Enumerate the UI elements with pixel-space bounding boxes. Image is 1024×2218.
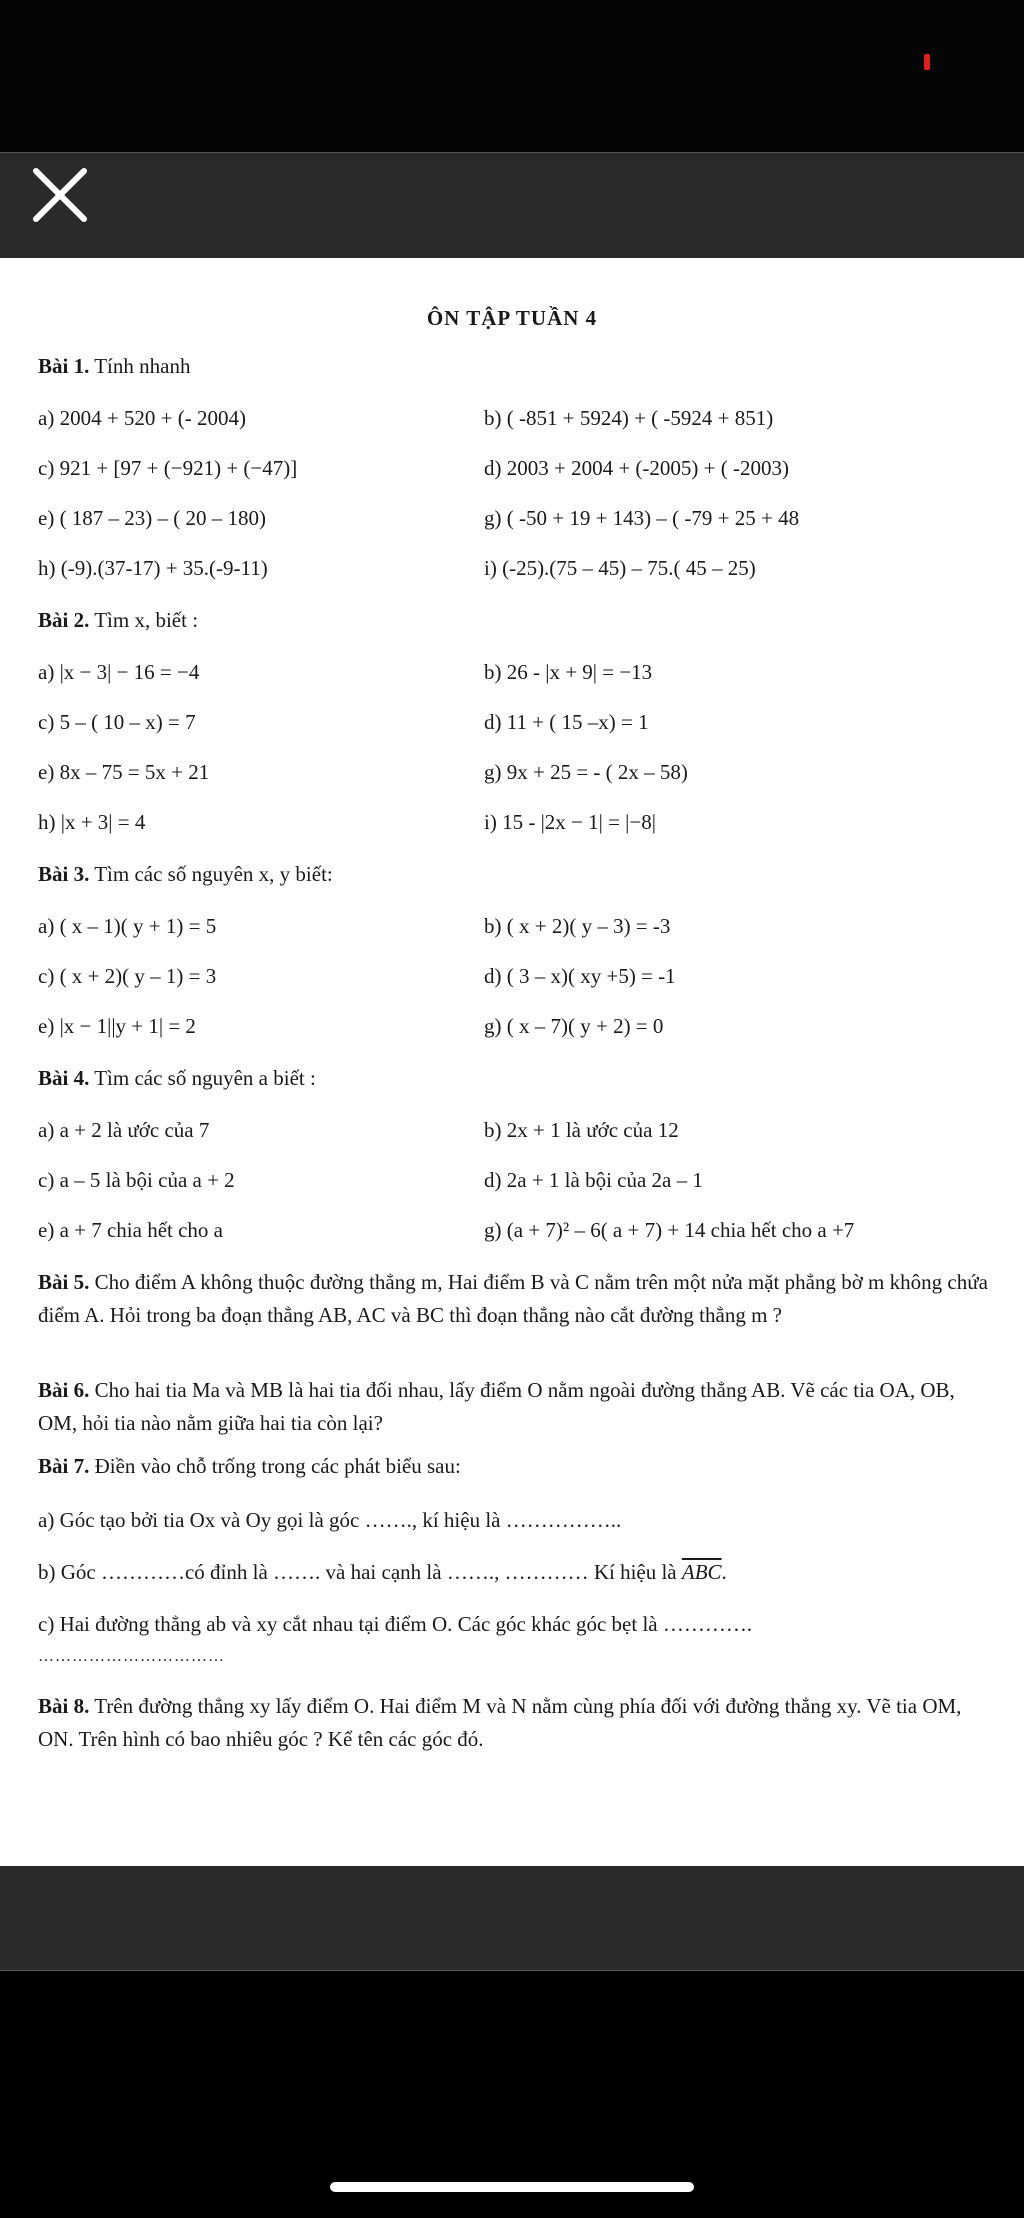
exercise-3-d: d) ( 3 – x)( xy +5) = -1 [484, 964, 676, 988]
exercise-4-heading: Bài 4. Tìm các số nguyên a biết : [38, 1066, 316, 1090]
exercise-4-g: g) (a + 7)² – 6( a + 7) + 14 chia hết cho a +7 [484, 1218, 855, 1242]
exercise-4-e: e) a + 7 chia hết cho a [38, 1218, 224, 1242]
exercise-3-a: a) ( x – 1)( y + 1) = 5 [38, 914, 217, 938]
exercise-4-a: a) a + 2 là ước của 7 [38, 1118, 210, 1142]
exercise-2-i: i) 15 - |2x − 1| = |−8| [484, 810, 656, 834]
exercise-7-b: b) Góc …………có đỉnh là ……. và hai cạnh là ……., ………… Kí hiệu là $\overline{ABC}$. [38, 1560, 727, 1584]
exercise-1-h: h) (-9).(37-17) + 35.(-9-11) [38, 556, 268, 580]
exercise-7-c-blank: …………………………… [38, 1648, 225, 1665]
close-icon [28, 163, 92, 227]
page-title: ÔN TẬP TUẦN 4 [426, 306, 598, 330]
close-button[interactable] [28, 163, 92, 227]
exercise-5: Bài 5. Cho điểm A không thuộc đường thẳng m, Hai điểm B và C nằm trên một nửa mặt phẳng bờ m không chứa điểm A. Hỏi trong ba đoạn thẳng AB, AC và BC thì đoạn thẳng nào cắt đường thẳng m ? [38, 1270, 988, 1327]
exercise-7-c: c) Hai đường thẳng ab và xy cắt nhau tại điểm O. Các góc khác góc bẹt là …………. [38, 1612, 753, 1636]
exercise-2-a: a) |x − 3| − 16 = −4 [38, 660, 200, 684]
viewer-toolbar [0, 152, 1024, 259]
exercise-4-c: c) a – 5 là bội của a + 2 [38, 1168, 235, 1192]
exercise-1-e: e) ( 187 – 23) – ( 20 – 180) [38, 506, 267, 530]
exercise-2-d: d) 11 + ( 15 –x) = 1 [484, 710, 649, 734]
exercise-6: Bài 6. Cho hai tia Ma và MB là hai tia đối nhau, lấy điểm O nằm ngoài đường thẳng AB. Vẽ các tia OA, OB, OM, hỏi tia nào nằm giữa hai tia còn lại? [38, 1378, 955, 1435]
home-indicator[interactable] [330, 2182, 694, 2192]
exercise-4-d: d) 2a + 1 là bội của 2a – 1 [484, 1168, 703, 1192]
exercise-1-g: g) ( -50 + 19 + 143) – ( -79 + 25 + 48 [484, 506, 800, 530]
exercise-2-heading: Bài 2. Tìm x, biết : [38, 608, 199, 632]
exercise-7-a: a) Góc tạo bởi tia Ox và Oy gọi là góc ……., kí hiệu là …………….. [38, 1508, 622, 1532]
exercise-1-i: i) (-25).(75 – 45) – 75.( 45 – 25) [484, 556, 756, 580]
exercise-1-d: d) 2003 + 2004 + (-2005) + ( -2003) [484, 456, 789, 480]
exercise-3-heading: Bài 3. Tìm các số nguyên x, y biết: [38, 862, 333, 886]
status-bar [0, 0, 1024, 152]
exercise-7-heading: Bài 7. Điền vào chỗ trống trong các phát biểu sau: [38, 1454, 461, 1478]
angle-symbol: $\overline{ABC}$ [681, 1560, 722, 1584]
exercise-2-h: h) |x + 3| = 4 [38, 810, 146, 834]
exercise-1-c: c) 921 + [97 + (−921) + (−47)] [38, 456, 298, 480]
exercise-4-b: b) 2x + 1 là ước của 12 [484, 1118, 679, 1142]
exercise-3-b: b) ( x + 2)( y – 3) = -3 [484, 914, 671, 938]
exercise-1-heading: Bài 1. Tính nhanh [38, 354, 191, 378]
exercise-8: Bài 8. Trên đường thẳng xy lấy điểm O. Hai điểm M và N nằm cùng phía đối với đường thẳng xy. Vẽ tia OM, ON. Trên hình có bao nhiêu góc ? Kể tên các góc đó. [38, 1694, 962, 1751]
recording-indicator [924, 54, 930, 70]
viewer-bottom-bar [0, 1866, 1024, 1971]
exercise-1-a: a) 2004 + 520 + (- 2004) [38, 406, 246, 430]
exercise-2-c: c) 5 – ( 10 – x) = 7 [38, 710, 196, 734]
exercise-1-b: b) ( -851 + 5924) + ( -5924 + 851) [484, 406, 774, 430]
exercise-2-e: e) 8x – 75 = 5x + 21 [38, 760, 210, 784]
exercise-3-g: g) ( x – 7)( y + 2) = 0 [484, 1014, 664, 1038]
exercise-2-b: b) 26 - |x + 9| = −13 [484, 660, 653, 684]
exercise-3-c: c) ( x + 2)( y – 1) = 3 [38, 964, 217, 988]
worksheet-page [0, 258, 1024, 1866]
exercise-2-g: g) 9x + 25 = - ( 2x – 58) [484, 760, 688, 784]
exercise-3-e: e) |x − 1||y + 1| = 2 [38, 1014, 196, 1038]
